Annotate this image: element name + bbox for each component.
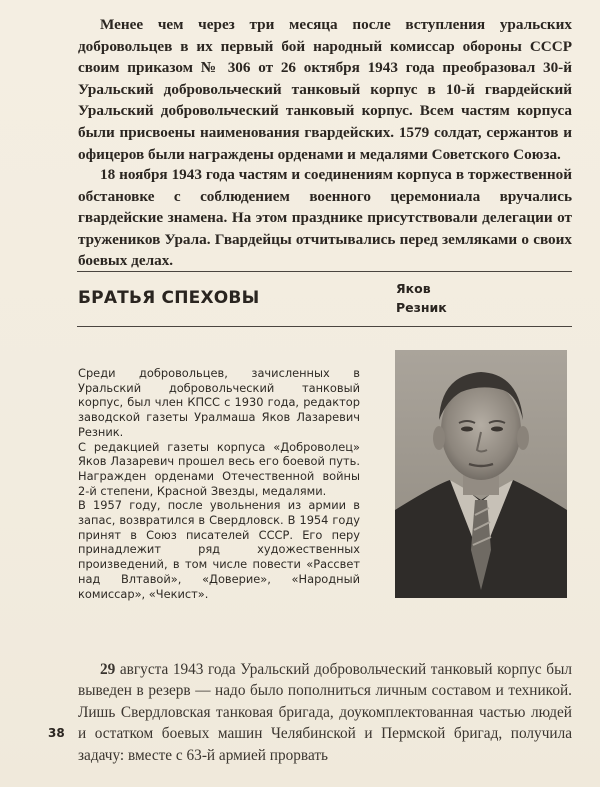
author-last-name: Резник <box>396 300 447 315</box>
intro-paragraph-2-text: 18 ноября 1943 года частям и соединениям корпуса в торжественной обстановке с соблюдением военного церемониала вручались гвардейские знамена. На этом празднике присутствовали делегации от тружеников Урала. Гвардейцы отчитывались перед земляками о своих боевых делах. <box>78 166 572 270</box>
page-number: 38 <box>48 726 65 740</box>
intro-paragraph-1 <box>78 14 572 165</box>
author-bio <box>78 366 360 601</box>
bio-paragraph-3: В 1957 году, после увольнения из армии в запас, возвратился в Свердловск. В 1954 году принят в Союз писателей СССР. Его перу принадлежит ряд художественных произведений, в том числе повести «Рассвет над Влтавой», «Доверие», «Народный комиссар», «Чекист». <box>78 498 360 601</box>
story-lead-number: 29 <box>100 661 116 678</box>
intro-paragraph-2 <box>78 164 572 272</box>
bio-paragraph-1: Среди добровольцев, зачисленных в Уральский добровольческий танковый корпус, был член КПСС с 1930 года, редактор заводской газеты Уралмаша Яков Лазаревич Резник. <box>78 366 360 439</box>
story-text: августа 1943 года Уральский добровольческий танковый корпус был выведен в резерв — надо было пополниться личным составом и техникой. Лишь Свердловская танковая бригада, доукомплектованная частью людей и остатком боевых машин Челябинской и Пермской бригад, получила задачу: вместе с 63-й армией прорвать <box>78 661 572 764</box>
bio-paragraph-2: С редакцией газеты корпуса «Доброволец» Яков Лазаревич прошел весь его боевой путь. Награжден орденами Отечественной войны 2-й степени, Красной Звезды, медалями. <box>78 439 360 498</box>
portrait-illustration <box>395 350 567 598</box>
section-rule-bottom <box>77 326 572 327</box>
author-portrait-photo <box>395 350 567 598</box>
section-title: БРАТЬЯ СПЕХОВЫ <box>78 288 260 308</box>
intro-paragraph-1-text: Менее чем через три месяца после вступления уральских добровольцев в их первый бой народный комиссар обороны СССР своим приказом № 306 от 26 октября 1943 года преобразовал 30-й Уральский добровольческий танковый корпус в 10-й гвардейский Уральский добровольческий танковый корпус. Всем частям корпуса были присвоены наименования гвардейских. 1579 солдат, сержантов и офицеров были награждены орденами и медалями Советского Союза. <box>78 16 572 163</box>
section-rule-top <box>77 271 572 272</box>
story-paragraph <box>78 659 572 766</box>
author-first-name: Яков <box>396 281 431 296</box>
